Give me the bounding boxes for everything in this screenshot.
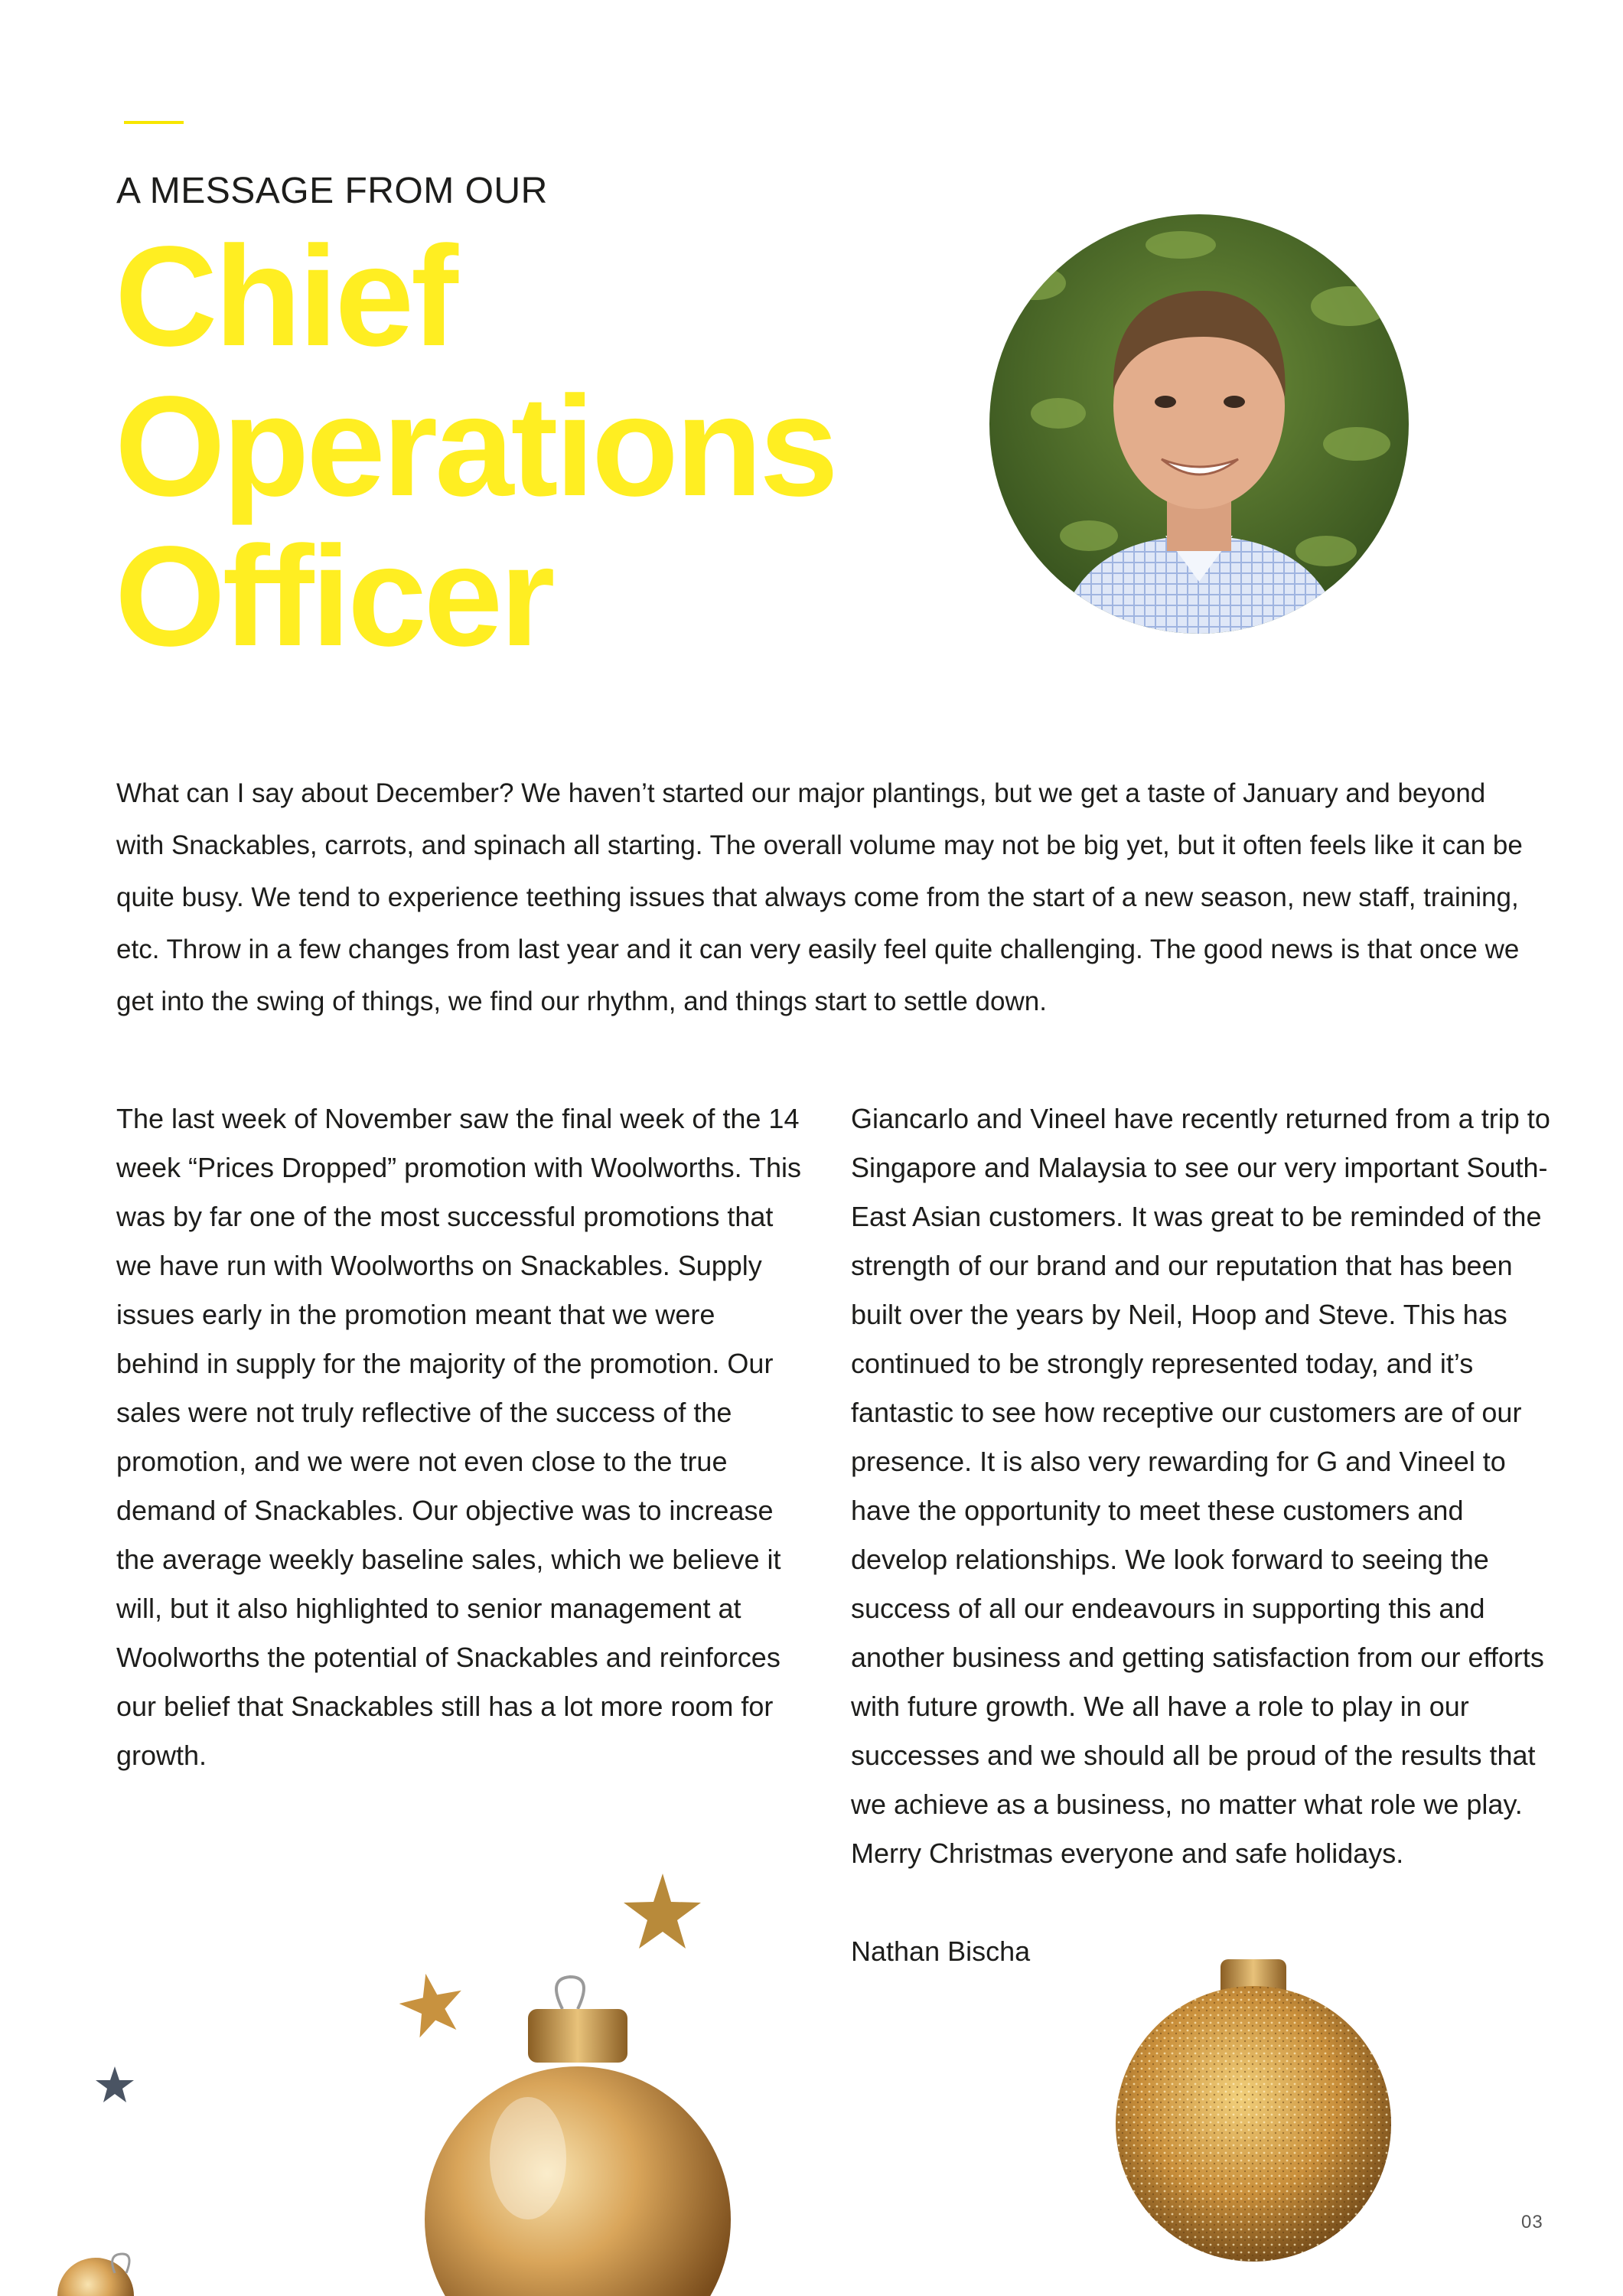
left-column-paragraph: The last week of November saw the final week of the 14 week “Prices Dropped” promotion with Woolworths. This was by far one of the most successful promotions that we have run with Woolworths on Snackables. Supply issues early in the promotion meant that we were behind in supply for the majority of the promotion. Our sales were not truly reflective of the success of the promotion, and we were not even close to the true demand of Snackables. Our objective was to increase the average weekly baseline sales, which we believe it will, but it also highlighted to senior management at Woolworths the potential of Snackables and reinforces our belief that Snackables still has a lot more room for growth. — [116, 1103, 802, 1771]
ornament-icon — [425, 1977, 731, 2296]
left-column — [116, 1094, 805, 1780]
accent-line — [124, 121, 184, 124]
title-line-2: Operations — [115, 367, 836, 526]
ornament-icon — [57, 2254, 134, 2296]
star-icon — [394, 1967, 469, 2040]
right-column — [851, 1094, 1555, 1976]
ornament-icon — [1116, 1959, 1391, 2262]
portrait-illustration — [989, 214, 1409, 634]
star-icon — [624, 1874, 701, 1949]
portrait-photo — [989, 214, 1409, 634]
right-column-paragraph: Giancarlo and Vineel have recently returned from a trip to Singapore and Malaysia to see our very important South-East Asian customers. It was great to be reminded of the strength of our brand and our reputation that has been built over the years by Neil, Hoop and Steve. This has continued to be strongly represented today, and it’s fantastic to see how receptive our customers are of our presence. It is also very rewarding for G and Vineel to have the opportunity to meet these customers and develop relationships. We look forward to seeing the success of all our endeavours in supporting this and another business and getting satisfaction from our efforts with future growth. We all have a role to play in our successes and we should all be proud of the results that we achieve as a business, no matter what role we play. Merry Christmas everyone and safe holidays. — [851, 1103, 1550, 1869]
title-line-3: Officer — [115, 517, 552, 676]
page-title — [115, 217, 957, 676]
signature: Nathan Bischa — [851, 1936, 1031, 1967]
star-icon — [96, 2066, 134, 2102]
kicker-text: A MESSAGE FROM OUR — [116, 171, 548, 211]
title-line-1: Chief — [115, 217, 455, 376]
page-number: 03 — [1521, 2212, 1543, 2232]
intro-paragraph: What can I say about December? We haven’t started our major plantings, but we get a taste of January and beyond with Snackables, carrots, and spinach all starting. The overall volume may not be big yet, but it often feels like it can be quite busy. We tend to experience teething issues that always come from the start of a new season, new staff, training, etc. Throw in a few changes from last year and it can very easily feel quite challenging. The good news is that once we get into the swing of things, we find our rhythm, and things start to settle down. — [116, 778, 1523, 1016]
